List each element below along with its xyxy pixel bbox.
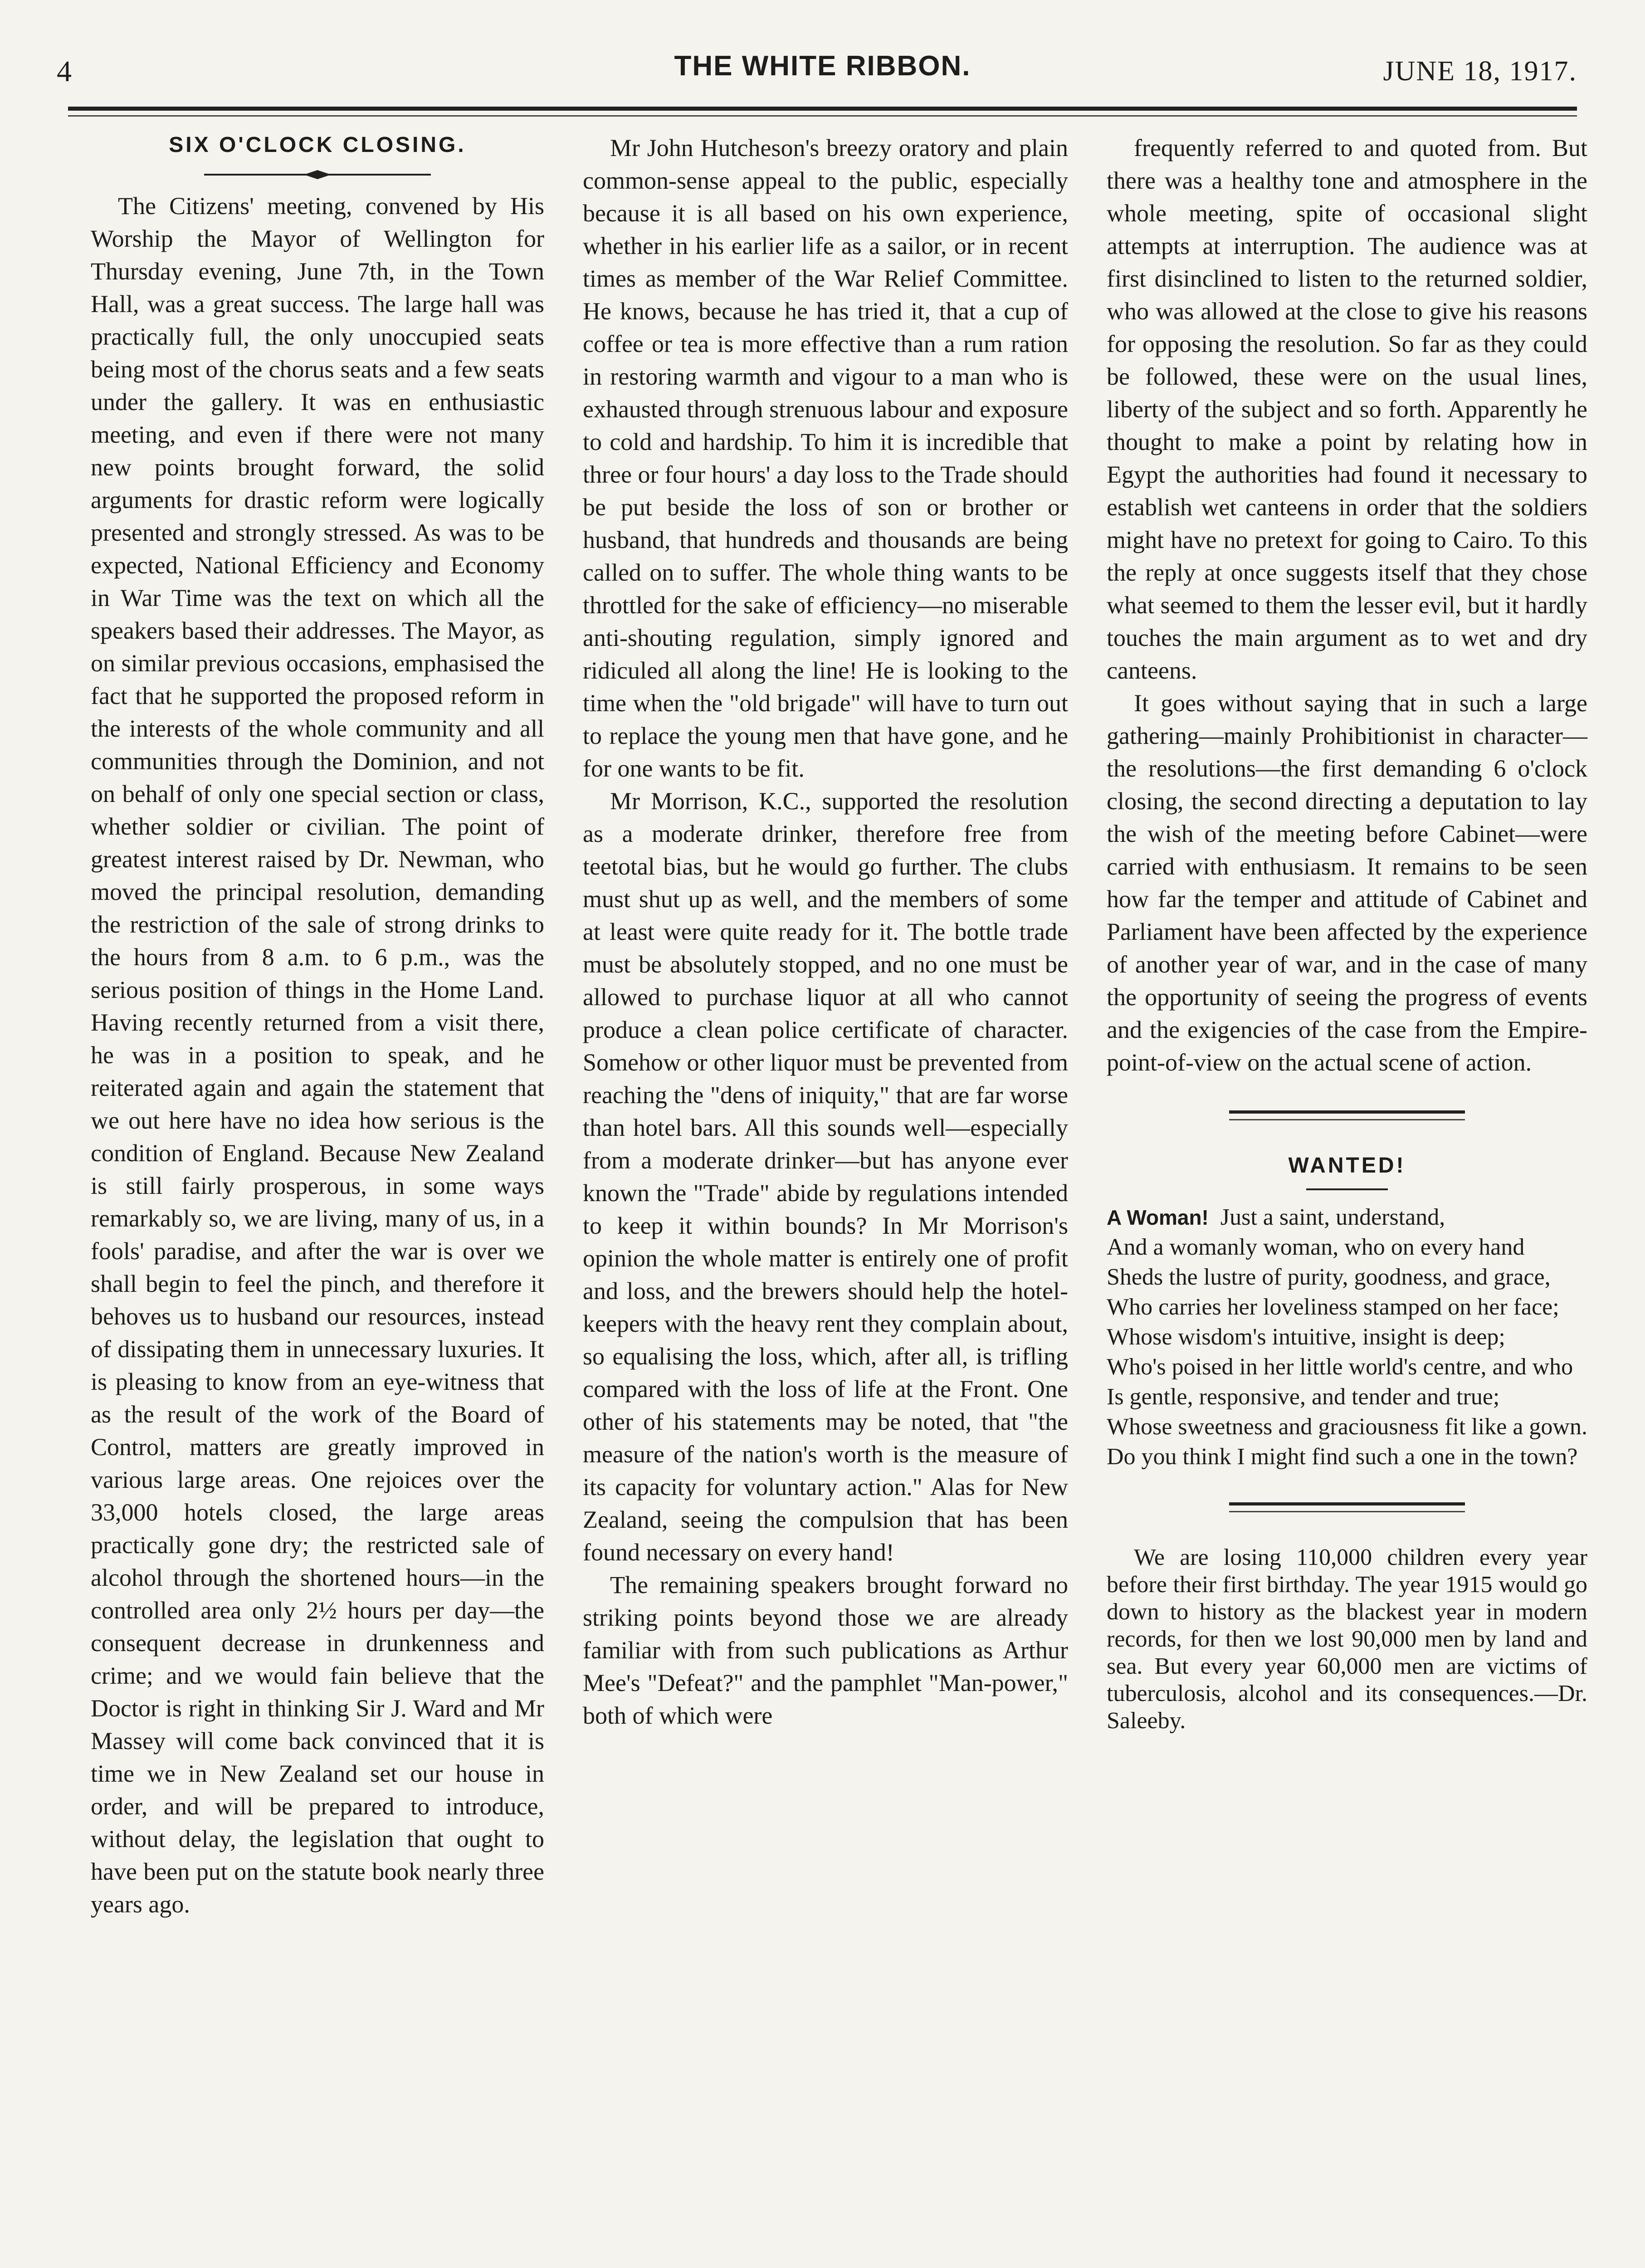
issue-date: JUNE 18, 1917. [1383,56,1577,87]
article-paragraph: It goes without saying that in such a large gathering—mainly Prohibitionist in character—the resolutions—the first demanding 6 o'clock closing, the second directing a deputation to lay the wish of the meeting before Cabinet—were carried with enthusiasm. It remains to be seen how far the temper and attitude of Cabinet and Parliament have been affected by the experience of another year of war, and in the case of many the opportunity of seeing the progress of events and the exigencies of the case from the Empire-point-of-view on the actual scene of action. [1107,689,1587,1076]
column-3 [1107,132,1587,1735]
poem-line: Do you think I might find such a one in the town? [1107,1444,1578,1470]
poem-line: Sheds the lustre of purity, goodness, and grace, [1107,1264,1551,1290]
poem-line: Whose sweetness and graciousness fit like a gown. [1107,1414,1587,1440]
newspaper-title: THE WHITE RIBBON. [674,50,971,82]
article-paragraph: Mr Morrison, K.C., supported the resolution as a moderate drinker, therefore free from teetotal bias, but he would go further. The clubs must shut up as well, and the members of some at least were quite ready for it. The bottle trade must be absolutely stopped, and no one must be allowed to purchase liquor at all who cannot produce a clean police certificate of character. Somehow or other liquor must be prevented from reaching the "dens of iniquity," that are far worse than hotel bars. All this sounds well—especially from a moderate drinker—but has anyone ever known the "Trade" abide by regulations intended to keep it within bounds? In Mr Morrison's opinion the whole matter is entirely one of profit and loss, and the brewers should help the hotel-keepers with the heavy rent they complain about, so equalising the loss, which, after all, is trifling compared with the loss of life at the Front. One other of his statements may be noted, that "the measure of the nation's worth is the measure of its capacity for voluntary action." Alas for New Zealand, seeing the compulsion that has been found necessary on every hand! [583,787,1068,1566]
article-paragraph: Mr John Hutcheson's breezy oratory and plain common-sense appeal to the public, especially because it is all based on his own experience, whether in his earlier life as a sailor, or in recent times as member of the War Relief Committee. He knows, because he has tried it, that a cup of coffee or tea is more effective than a rum ration in restoring warmth and vigour to a man who is exhausted through strenuous labour and exposure to cold and hardship. To him it is incredible that three or four hours' a day loss to the Trade should be put beside the loss of son or brother or husband, that hundreds and thousands are being called on to suffer. The whole thing wants to be throttled for the sake of efficiency—no miserable anti-shouting regulation, simply ignored and ridiculed all along the line! He is looking to the time when the "old brigade" will have to turn out to replace the young men that have gone, and he for one wants to be fit. [583,134,1068,782]
column-2 [583,132,1068,1732]
article-paragraph: The Citizens' meeting, convened by His Worship the Mayor of Wellington for Thursday evening, June 7th, in the Town Hall, was a great success. The large hall was practically full, the only unoccupied seats being most of the chorus seats and a few seats under the gallery. It was en enthusiastic meeting, and even if there were not many new points brought forward, the solid arguments for drastic reform were logically presented and strongly stressed. As was to be expected, National Efficiency and Economy in War Time was the text on which all the speakers based their addresses. The Mayor, as on similar previous occasions, emphasised the fact that he supported the proposed reform in the interests of the whole community and all communities through the Dominion, and not on behalf of only one special section or class, whether soldier or civilian. The point of greatest interest raised by Dr. Newman, who moved the principal resolution, demanding the restriction of the sale of strong drinks to the hours from 8 a.m. to 6 p.m., was the serious position of things in the Home Land. Having recently returned from a visit there, he was in a position to speak, and he reiterated again and again the statement that we out here have no idea how serious is the condition of England. Because New Zealand is still fairly prosperous, in some ways remarkably so, we are living, many of us, in a fools' paradise, and after the war is over we shall begin to feel the pinch, and therefore it behoves us to husband our resources, instead of dissipating them in unnecessary luxuries. It is pleasing to know from an eye-witness that as the result of the work of the Board of Control, matters are greatly improved in various large areas. One rejoices over the 33,000 hotels closed, the large areas practically gone dry; the restricted sale of alcohol through the shortened hours—in the controlled area only 2½ hours per day—the consequent decrease in drunkenness and crime; and we would fain believe that the Doctor is right in thinking Sir J. Ward and Mr Massey will come back convinced that it is time we in New Zealand set our house in order, and will be prepared to introduce, without delay, the legislation that ought to have been put on the statute book nearly three years ago. [91,192,544,1918]
section-divider [1229,1110,1465,1120]
poem-line: And a womanly woman, who on every hand [1107,1234,1525,1260]
quote-text: We are losing 110,000 children every year before their first birthday. The year 1915 would go down to history as the blackest year in modern records, for then we lost 90,000 men by land and sea. But every year 60,000 men are victims of tuberculosis, alcohol and its consequences.—Dr. Saleeby. [1107,1545,1587,1734]
poem-line: Whose wisdom's intuitive, insight is deep; [1107,1324,1505,1350]
ornament-rule-icon [200,168,435,181]
headline-underline [1306,1188,1388,1190]
poem-line: Who's poised in her little world's centre, and who [1107,1354,1573,1380]
poem-line: Is gentle, responsive, and tender and true; [1107,1384,1500,1410]
poem [1107,1204,1587,1471]
article-paragraph: frequently referred to and quoted from. But there was a healthy tone and atmosphere in the whole meeting, spite of occasional slight attempts at interruption. The audience was at first disinclined to listen to the returned soldier, who was allowed at the close to give his reasons for opposing the resolution. So far as they could be followed, these were on the usual lines, liberty of the subject and so forth. Apparently he thought to make a point by relating how in Egypt the authorities had found it necessary to establish wet canteens in order that the soldiers might have no pretext for going to Cairo. To this the reply at once suggests itself that they chose what seemed to them the lesser evil, but it hardly touches the main argument as to wet and dry canteens. [1107,134,1587,684]
column-1 [91,132,544,1921]
poem-line [1107,1204,1587,1231]
poem-lead: A Woman! [1107,1206,1209,1229]
page-number: 4 [57,55,72,88]
section-divider [1229,1502,1465,1512]
poem-line-text: Just a saint, understand, [1220,1204,1445,1230]
article-headline: SIX O'CLOCK CLOSING. [169,133,466,157]
saleeby-quote [1107,1544,1587,1735]
poem-headline: WANTED! [1288,1154,1406,1178]
article-paragraph: The remaining speakers brought forward no striking points beyond those we are already familiar with from such publications as Arthur Mee's "Defeat?" and the pamphlet "Man-power," both of which were [583,1571,1068,1729]
poem-line: Who carries her loveliness stamped on her face; [1107,1294,1559,1320]
header-rule [68,107,1577,117]
